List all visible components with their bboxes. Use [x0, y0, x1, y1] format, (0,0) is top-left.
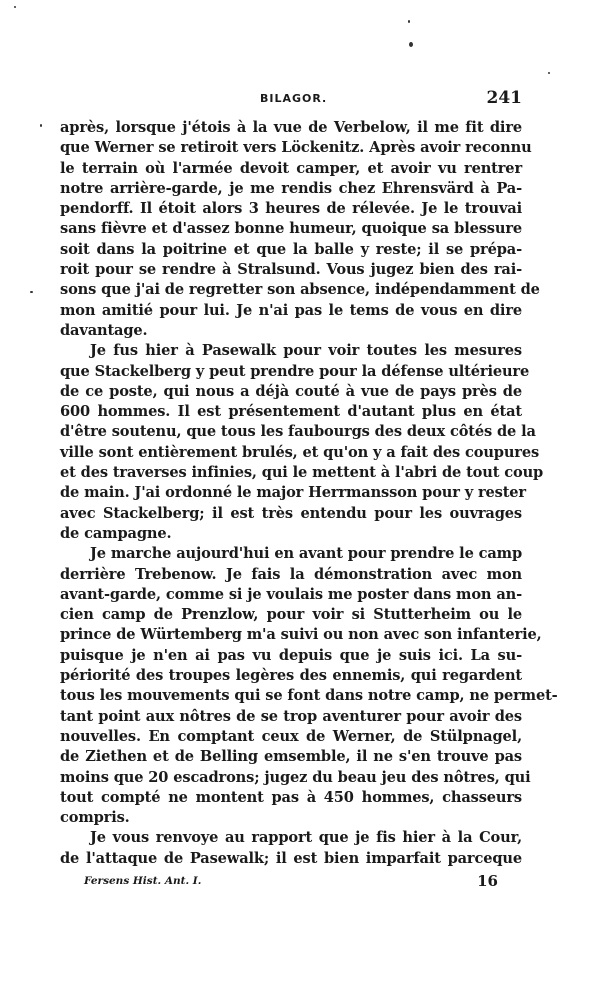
text-line: compris. — [60, 809, 130, 827]
page-number: 241 — [486, 88, 522, 108]
text-line: de campagne. — [60, 524, 172, 542]
text-line: Je marche aujourd'hui en avant pour prendre le camp — [90, 545, 523, 563]
text-line: tous les mouvements qui se font dans notre camp, ne permet- — [60, 687, 558, 705]
text-line: Je vous renvoye au rapport que je fis hier à la Cour, — [90, 829, 522, 847]
text-line: cien camp de Prenzlow, pour voir si Stutterheim ou le — [60, 606, 522, 624]
page-footer — [84, 872, 498, 892]
ink-speck — [30, 291, 33, 293]
text-line: puisque je n'en ai pas vu depuis que je suis ici. La su- — [60, 646, 522, 664]
running-title: BILAGOR. — [260, 92, 328, 105]
text-line: tout compté ne montent pas à 450 hommes, chasseurs — [60, 788, 522, 806]
text-line: avec Stackelberg; il est très entendu pour les ouvrages — [60, 504, 522, 522]
text-line: sans fièvre et d'assez bonne humeur, quoique sa blessure — [60, 220, 522, 238]
text-line: davantage. — [60, 321, 148, 339]
text-line: de main. J'ai ordonné le major Herrmansson pour y rester — [60, 484, 526, 502]
text-line: après, lorsque j'étois à la vue de Verbelow, il me fit dire — [60, 119, 522, 136]
text-line: avant-garde, comme si je voulais me poster dans mon an- — [60, 585, 522, 603]
text-line: mon amitié pour lui. Je n'ai pas le tems de vous en dire — [60, 301, 522, 319]
text-line: pendorff. Il étoit alors 3 heures de rélevée. Je le trouvai — [60, 200, 522, 218]
ink-speck — [14, 6, 16, 8]
text-line: Je fus hier à Pasewalk pour voir toutes les mesures — [90, 342, 522, 360]
text-line: nouvelles. En comptant ceux de Werner, de Stülpnagel, — [60, 727, 522, 745]
text-line: 600 hommes. Il est présentement d'autant plus en état — [60, 403, 522, 421]
ink-speck — [548, 72, 550, 74]
ink-speck — [40, 124, 42, 127]
text-line: le terrain où l'armée devoit camper, et avoir vu rentrer — [60, 159, 522, 177]
text-line: et des traverses infinies, qui le mettent à l'abri de tout coup — [60, 464, 544, 482]
text-line: sons que j'ai de regretter son absence, indépendamment de — [60, 281, 540, 299]
ink-speck — [408, 20, 410, 23]
text-line: tant point aux nôtres de se trop aventurer pour avoir des — [60, 707, 522, 725]
text-line: périorité des troupes legères des ennemis, qui regardent — [60, 667, 522, 685]
signature-mark: Fersens Hist. Ant. I. — [84, 875, 202, 887]
text-line: moins que 20 escadrons; jugez du beau jeu des nôtres, qui — [60, 768, 531, 786]
running-head — [62, 88, 522, 110]
text-line: de Ziethen et de Belling emsemble, il ne s'en trouve pas — [60, 748, 522, 766]
text-line: notre arrière-garde, je me rendis chez Ehrensvärd à Pa- — [60, 179, 522, 197]
text-line: d'être soutenu, que tous les faubourgs des deux côtés de la — [60, 423, 536, 441]
text-line: prince de Würtemberg m'a suivi ou non avec son infanterie, — [60, 626, 542, 644]
text-line: roit pour se rendre à Stralsund. Vous jugez bien des rai- — [60, 261, 522, 279]
text-line: soit dans la poitrine et que la balle y reste; il se prépa- — [60, 240, 522, 258]
text-line: derrière Trebenow. Je fais la démonstration avec mon — [60, 565, 522, 583]
text-line: de l'attaque de Pasewalk; il est bien imparfait parceque — [60, 849, 522, 867]
text-line: que Werner se retiroit vers Löckenitz. Après avoir reconnu — [60, 139, 532, 157]
sheet-number: 16 — [477, 872, 498, 890]
body-text — [60, 118, 558, 869]
text-line: de ce poste, qui nous a déjà couté à vue de pays près de — [60, 382, 522, 400]
text-line: ville sont entièrement brulés, et qu'on y a fait des coupures — [60, 443, 540, 461]
text-line: que Stackelberg y peut prendre pour la défense ultérieure — [60, 362, 530, 380]
ink-speck — [409, 42, 413, 47]
